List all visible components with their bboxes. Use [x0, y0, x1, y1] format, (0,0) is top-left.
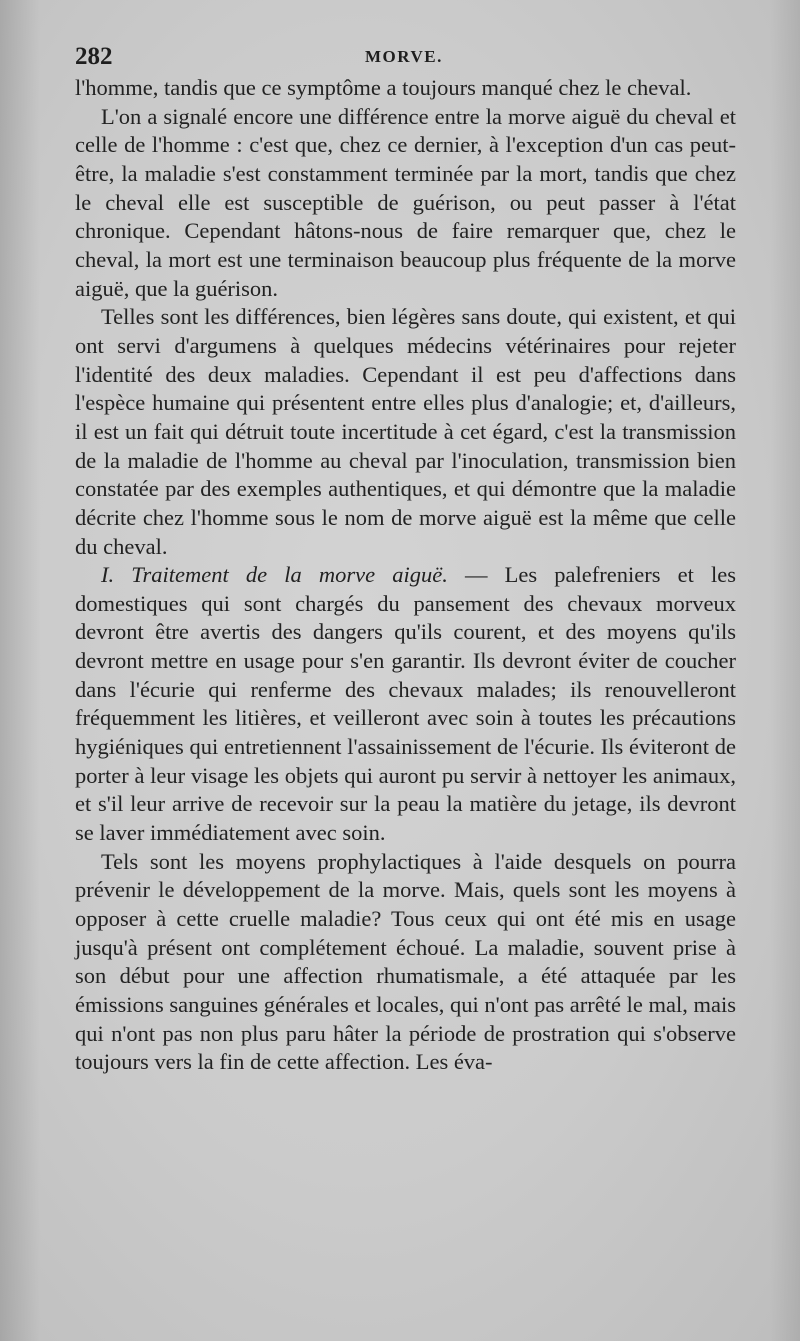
- body-text: [75, 74, 736, 1077]
- section-text: — Les palefreniers et les domestiques qui sont chargés du pansement des chevaux morveux devront être avertis des dangers qu'ils courent, et des moyens qu'ils devront mettre en usage pour s'en garantir. Ils devront éviter de coucher dans l'écurie qui renferme des chevaux malades; ils renouvelleront fréquemment les litières, et veilleront avec soin à toutes les précautions hygiéniques qui entretiennent l'assainissement de l'écurie. Ils éviteront de porter à leur visage les objets qui auront pu servir à nettoyer les animaux, et s'il leur arrive de recevoir sur la peau la matière du jetage, ils devront se laver immédiatement avec soin.: [75, 562, 737, 846]
- paragraph-continuation: l'homme, tandis que ce symptôme a toujours manqué chez le cheval.: [75, 75, 692, 100]
- paragraph: Telles sont les différences, bien légères sans doute, qui existent, et qui ont servi d'argumens à quelques médecins vétérinaires pour rejeter l'identité des deux maladies. Cependant il est peu d'affections dans l'espèce humaine qui présentent entre elles plus d'analogie; et, d'ailleurs, il est un fait qui détruit toute incertitude à cet égard, c'est la transmission de la maladie de l'homme au cheval par l'inoculation, transmission bien constatée par des exemples authentiques, et qui démontre que la maladie décrite chez l'homme sous le nom de morve aiguë est la même que celle du cheval.: [75, 304, 736, 559]
- paragraph: Tels sont les moyens prophylactiques à l'aide desquels on pourra prévenir le développement de la morve. Mais, quels sont les moyens à opposer à cette cruelle maladie? Tous ceux qui ont été mis en usage jusqu'à présent ont complétement échoué. La maladie, souvent prise à son début pour une affection rhumatismale, a été attaquée par les émissions sanguines générales et locales, qui n'ont pas arrêté le mal, mais qui n'ont pas non plus paru hâter la période de prostration qui s'observe toujours vers la fin de cette affection. Les éva-: [75, 848, 736, 1075]
- page-number: 282: [75, 43, 113, 70]
- paragraph: L'on a signalé encore une différence entre la morve aiguë du cheval et celle de l'homme : c'est que, chez ce dernier, à l'exception d'un cas peut-être, la maladie s'est constamment terminée par la mort, tandis que chez le cheval elle est susceptible de guérison, ou peut passer à l'état chronique. Cependant hâtons-nous de faire remarquer que, chez le cheval, la mort est une terminaison beaucoup plus fréquente de la morve aiguë, que la guérison.: [75, 103, 736, 301]
- section-title: I. Traitement de la morve aiguë.: [101, 562, 448, 588]
- page-header: [75, 43, 735, 73]
- page-shadow-left: [0, 0, 40, 1341]
- page-shadow-right: [770, 0, 800, 1341]
- running-head: MORVE.: [365, 47, 443, 66]
- paragraph-section: [75, 561, 736, 848]
